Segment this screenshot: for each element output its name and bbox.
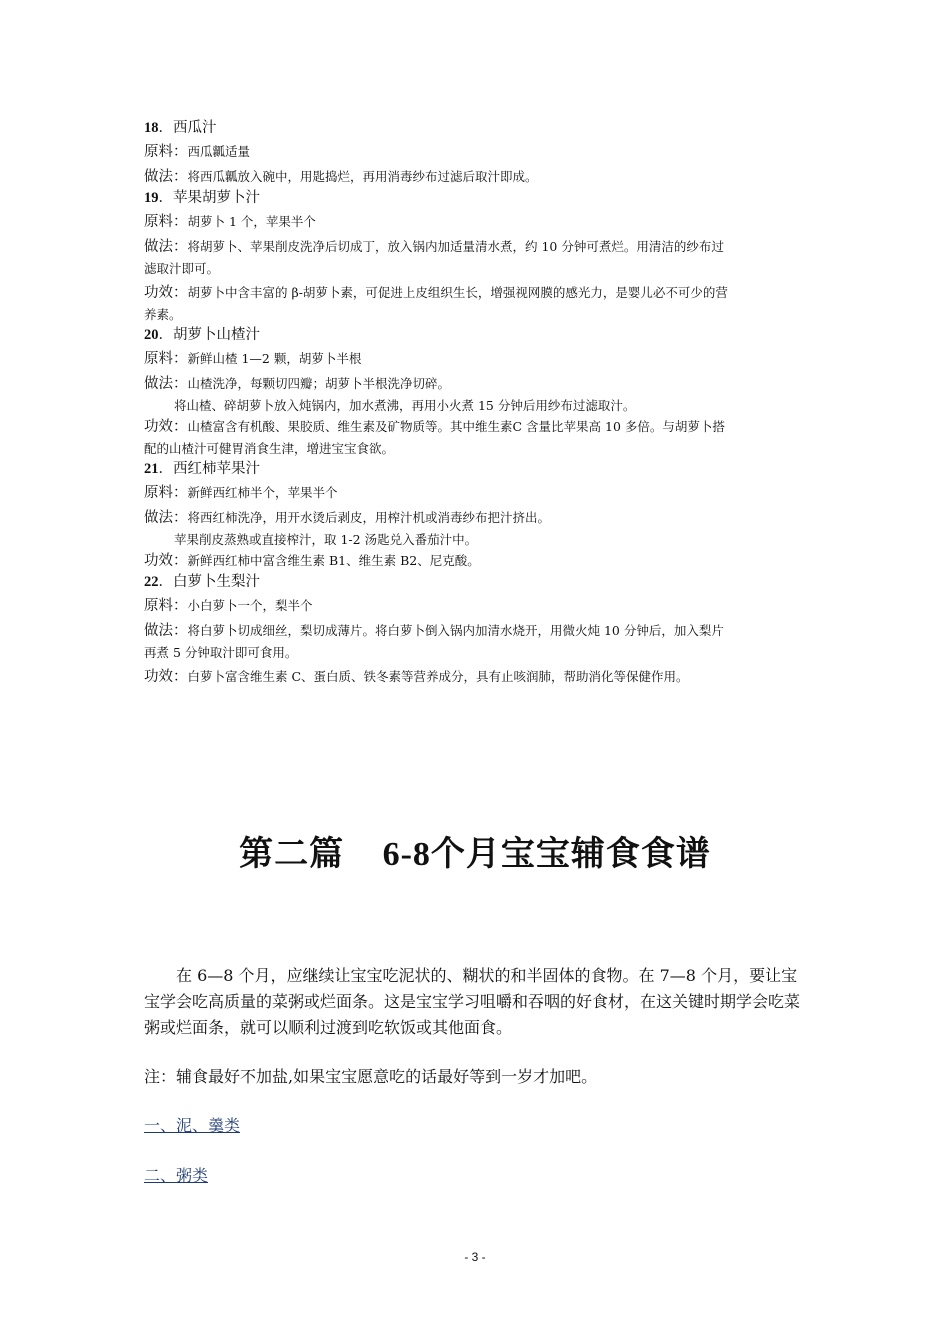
effect-text-cont: 配的山楂汁可健胃消食生津，增进宝宝食欲。 <box>144 441 395 456</box>
effect-text: 白萝卜富含维生素 C、蛋白质、铁冬素等营养成分，具有止咳润肺，帮助消化等保健作用。 <box>187 669 689 684</box>
link-puree-soup[interactable]: 一、泥、羹类 <box>144 1116 241 1135</box>
recipe-18 <box>144 118 808 188</box>
method-text-cont: 滤取汁即可。 <box>144 261 220 276</box>
effect-text: 胡萝卜中含丰富的 β-胡萝卜素，可促进上皮组织生长，增强视网膜的感光力，是婴儿必不可少的营 <box>187 285 728 300</box>
ingredients-label: 原料： <box>144 351 188 367</box>
method-text: 将西红柿洗净，用开水烫后剥皮，用榨汁机或消毒纱布把汁挤出。 <box>187 510 551 525</box>
method-text: 将白萝卜切成细丝，梨切成薄片。将白萝卜倒入锅内加清水烧开，用微火炖 10 分钟后，加入梨片 <box>187 623 724 638</box>
ingredients-label: 原料： <box>144 485 188 501</box>
method-label: 做法： <box>144 510 188 526</box>
effect-text-cont: 养素。 <box>144 307 182 322</box>
recipe-22 <box>144 572 808 688</box>
method-text-cont: 再煮 5 分钟取汁即可食用。 <box>144 645 298 660</box>
ingredients-text: 小白萝卜一个，梨半个 <box>187 598 313 613</box>
intro-paragraph: 在 6—8 个月，应继续让宝宝吃泥状的、糊状的和半固体的食物。在 7—8 个月，要让宝宝学会吃高质量的菜粥或烂面条。这是宝宝学习咀嚼和吞咽的好食材，在这关键时期学会吃菜粥或烂面条，就可以顺利过渡到吃软饭或其他面食。 <box>144 966 801 1037</box>
link-porridge[interactable]: 二、粥类 <box>144 1166 209 1185</box>
ingredients-text: 新鲜西红柿半个，苹果半个 <box>187 485 338 500</box>
ingredients-label: 原料： <box>144 144 188 160</box>
method-text: 将胡萝卜、苹果削皮洗净后切成丁，放入锅内加适量清水煮，约 10 分钟可煮烂。用清洁的纱布过 <box>187 239 724 254</box>
effect-label: 功效： <box>144 553 188 569</box>
recipe-heading: 22．白萝卜生梨汁 <box>144 574 260 590</box>
effect-text: 山楂富含有机酸、果胶质、维生素及矿物质等。其中维生素C 含量比苹果高 10 多倍。与胡萝卜搭 <box>187 419 725 434</box>
recipe-heading: 21．西红柿苹果汁 <box>144 461 260 477</box>
ingredients-text: 胡萝卜 1 个，苹果半个 <box>187 214 316 229</box>
method-label: 做法： <box>144 623 188 639</box>
method-label: 做法： <box>144 376 188 392</box>
ingredients-label: 原料： <box>144 598 188 614</box>
recipe-heading: 18．西瓜汁 <box>144 120 217 136</box>
recipe-20 <box>144 325 808 459</box>
method-text-extra: 将山楂、碎胡萝卜放入炖锅内，加水煮沸，再用小火煮 15 分钟后用纱布过滤取汁。 <box>174 398 636 413</box>
recipe-heading: 19．苹果胡萝卜汁 <box>144 190 260 206</box>
effect-label: 功效： <box>144 419 188 435</box>
recipe-19 <box>144 188 808 325</box>
effect-label: 功效： <box>144 285 188 301</box>
recipe-list <box>144 118 808 688</box>
effect-label: 功效： <box>144 669 188 685</box>
ingredients-text: 新鲜山楂 1—2 颗，胡萝卜半根 <box>187 351 362 366</box>
effect-text: 新鲜西红柿中富含维生素 B1、维生素 B2、尼克酸。 <box>187 553 480 568</box>
ingredients-label: 原料： <box>144 214 188 230</box>
method-text: 将西瓜瓤放入碗中，用匙捣烂，再用消毒纱布过滤后取汁即成。 <box>187 169 538 184</box>
recipe-21 <box>144 459 808 572</box>
method-label: 做法： <box>144 169 188 185</box>
method-label: 做法： <box>144 239 188 255</box>
ingredients-text: 西瓜瓤适量 <box>187 144 251 159</box>
page-number: - 3 - <box>464 1250 486 1264</box>
recipe-heading: 20．胡萝卜山楂汁 <box>144 327 260 343</box>
note-text: 注：辅食最好不加盐,如果宝宝愿意吃的话最好等到一岁才加吧。 <box>144 1067 598 1086</box>
method-text: 山楂洗净，每颗切四瓣；胡萝卜半根洗净切碎。 <box>187 376 451 391</box>
method-text-extra: 苹果削皮蒸熟或直接榨汁，取 1-2 汤匙兑入番茄汁中。 <box>174 532 478 547</box>
chapter-title: 第二篇 6-8个月宝宝辅食食谱 <box>239 834 711 874</box>
